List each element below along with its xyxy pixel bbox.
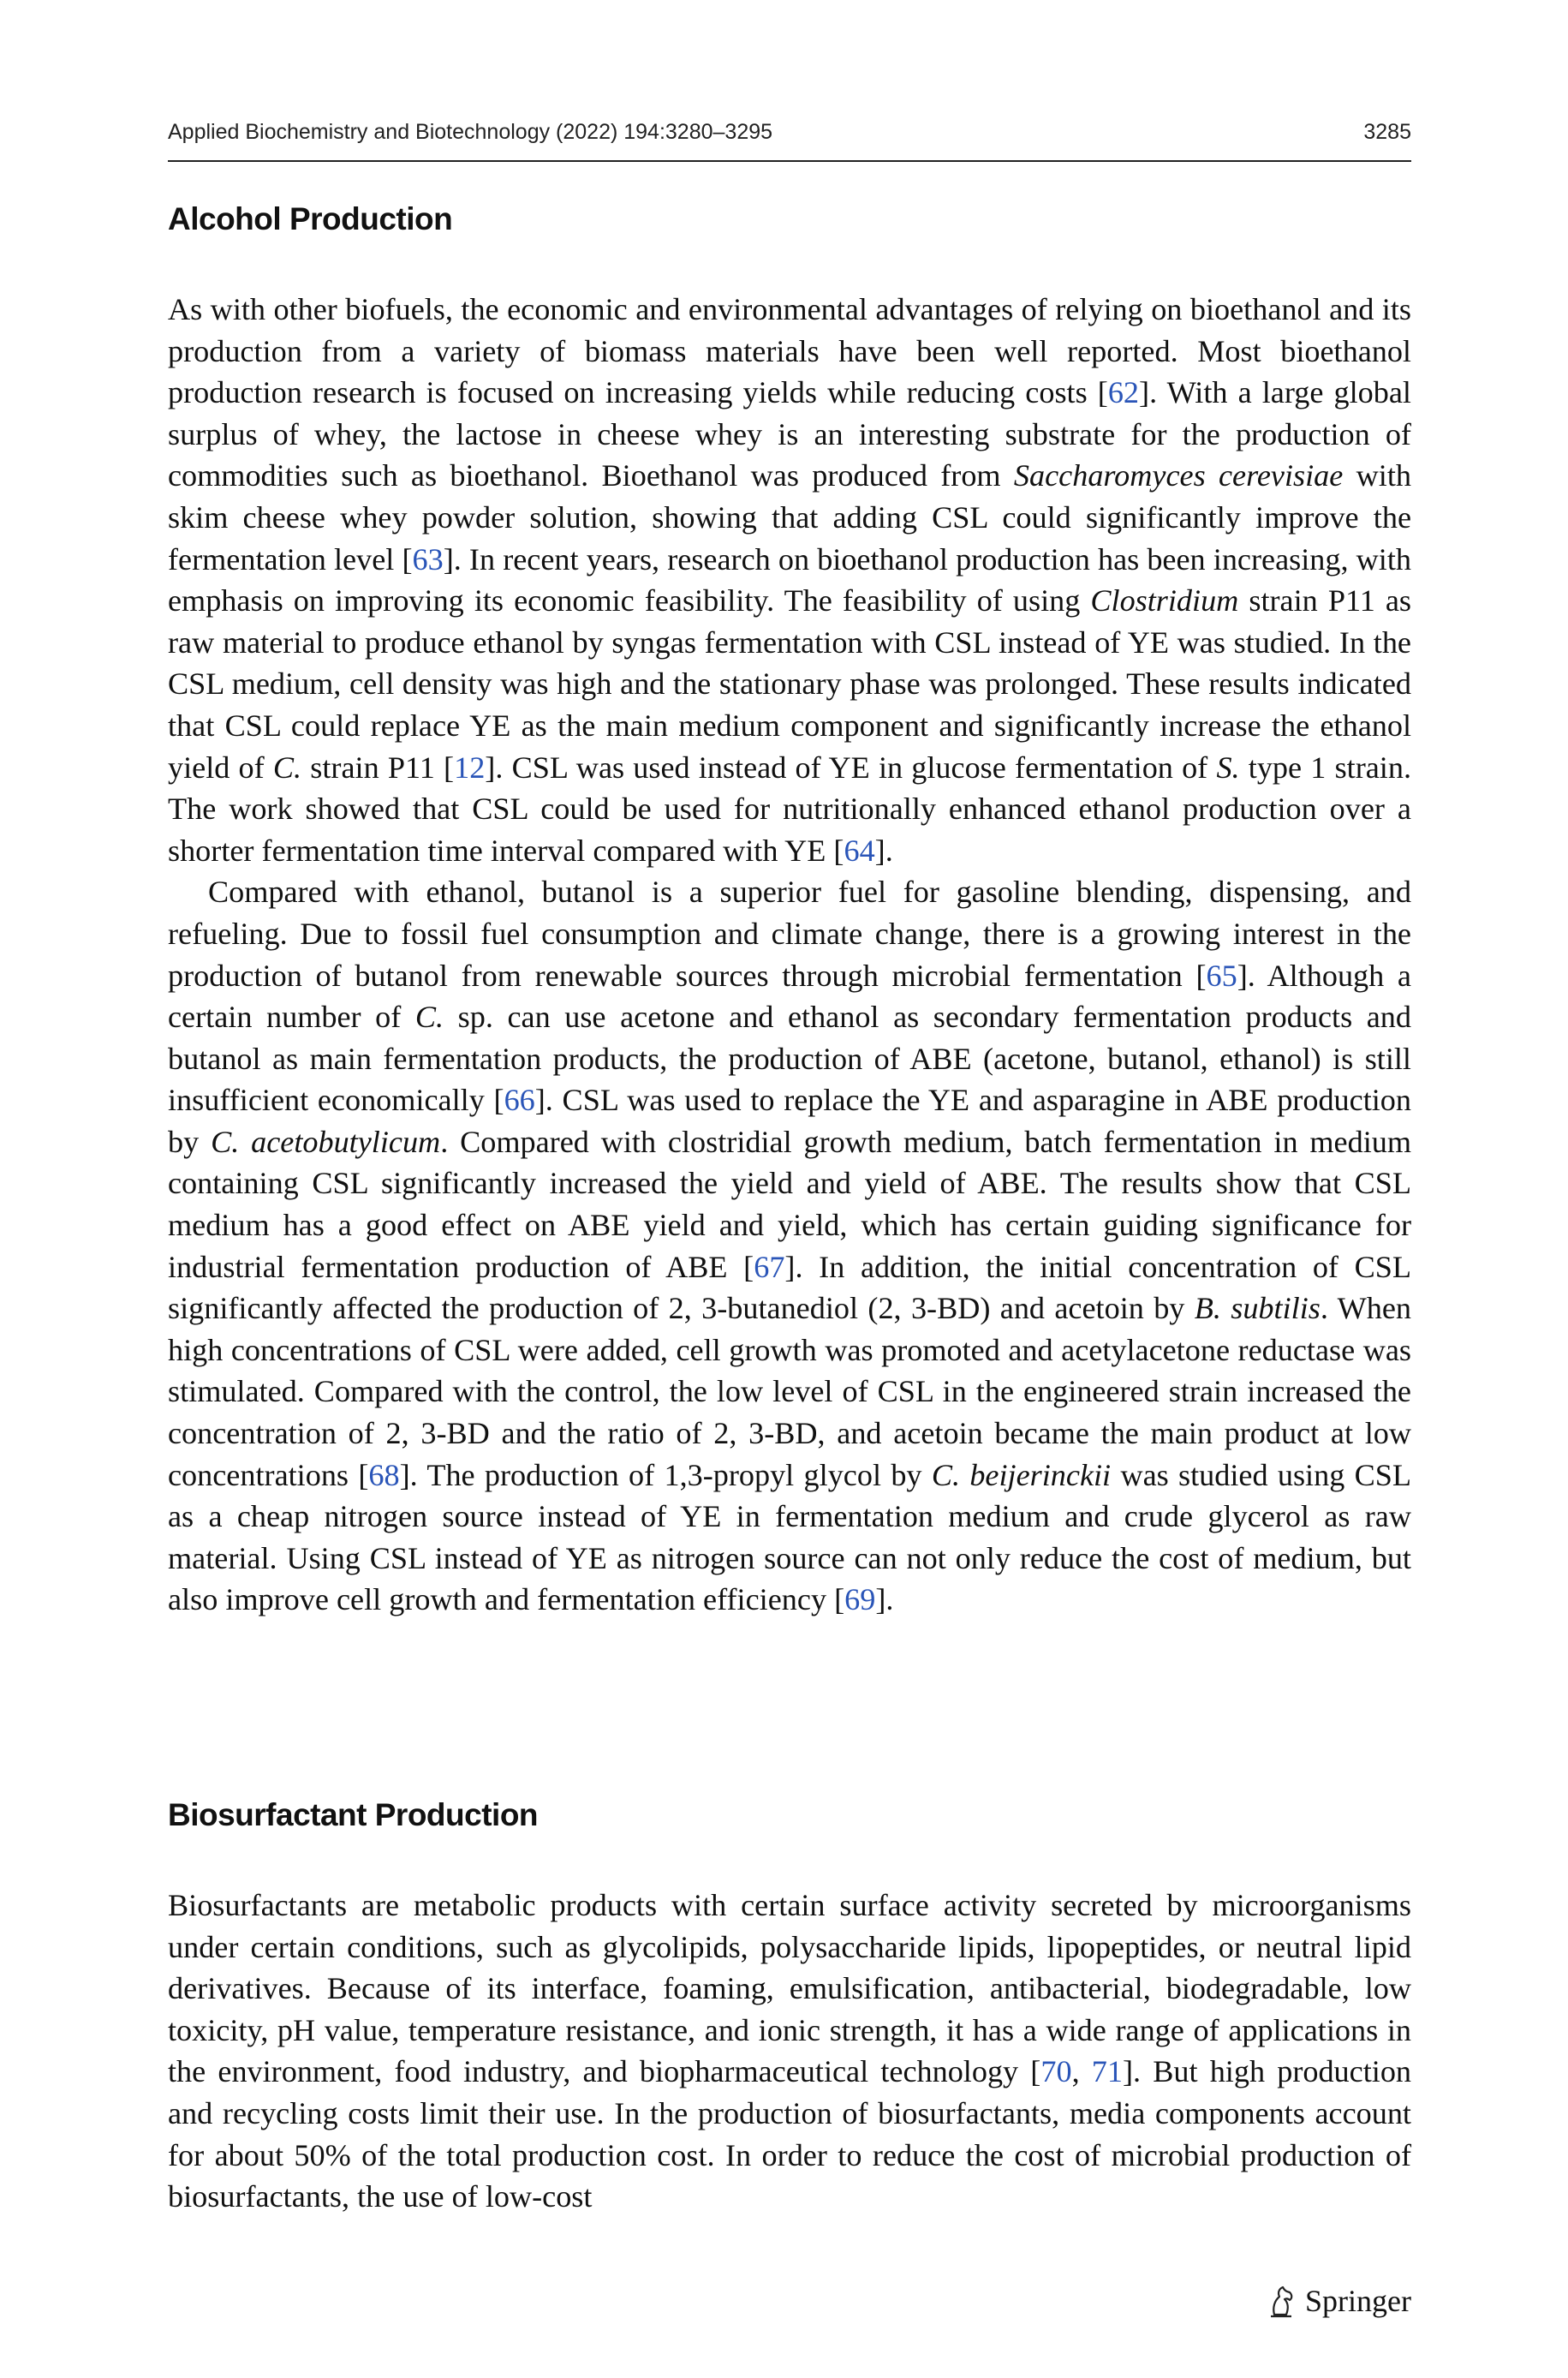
italic-term: S. [1216, 750, 1240, 785]
text-run: ]. Although a certain number of [168, 958, 1411, 1035]
header-rule [168, 160, 1411, 162]
section-heading-biosurfactant: Biosurfactant Production [168, 1797, 539, 1832]
section-heading-alcohol: Alcohol Production [168, 201, 453, 236]
text-run: ]. But high production and recycling costs limit their use. In the production of biosurfactants, media components account for about 50% of the total production cost. In order to reduce the cost of microbial production of biosurfactants, the use of low-cost [168, 2054, 1412, 2214]
springer-horse-icon [1267, 2284, 1297, 2318]
text-run: . Compared with clostridial growth medium, batch fermentation in medium containing CSL significantly increased the yield and yield of ABE. The results show that CSL medium has a good effect on ABE yield and yield, which has certain guiding significance for industrial fermentation production of ABE [ [168, 1124, 1412, 1284]
citation-link[interactable]: 71 [1091, 2054, 1123, 2089]
text-run: type 1 strain. The work showed that CSL could be used for nutritionally enhanced ethanol production over a shorter fermentation time interval compared with YE [ [168, 750, 1412, 868]
text-run: As with other biofuels, the economic and environmental advantages of relying on bioethanol and its production from a variety of biomass materials have been well reported. Most bioethanol production research is focused on increasing yields while reducing costs [ [168, 292, 1411, 410]
page-number: 3285 [1363, 120, 1411, 144]
text-run: . When high concentrations of CSL were added, cell growth was promoted and acetylacetone reductase was stimulated. Compared with the control, the low level of CSL in the engineered strain increased the concentration of 2, 3-BD and the ratio of 2, 3-BD, and acetoin became the main product at low concentrations [ [168, 1291, 1411, 1492]
text-run: ]. The production of 1,3-propyl glycol by [399, 1457, 932, 1492]
text-run: ]. In addition, the initial concentration of CSL significantly affected the production of 2, 3-butanediol (2, 3-BD) and acetoin by [168, 1249, 1411, 1326]
citation-link[interactable]: 62 [1107, 375, 1140, 410]
italic-term: B. subtilis [1194, 1291, 1321, 1326]
text-run: Biosurfactants are metabolic products with certain surface activity secreted by microorganisms under certain conditions, such as glycolipids, polysaccharide lipids, lipopeptides, or neutral lipid derivatives. Because of its interface, foaming, emulsification, antibacterial, biodegradable, low toxicity, pH value, temperature resistance, and ionic strength, it has a wide range of applications in the environment, food industry, and biopharmaceutical technology [ [168, 1888, 1411, 2089]
text-run: strain P11 [ [301, 750, 455, 785]
journal-citation: Applied Biochemistry and Biotechnology (2022) 194:3280–3295 [168, 120, 773, 144]
text-run: ]. CSL was used instead of YE in glucose fermentation of [485, 750, 1217, 785]
citation-link[interactable]: 67 [754, 1249, 785, 1284]
italic-term: C. acetobutylicum [211, 1124, 441, 1159]
text-run: strain P11 as raw material to produce ethanol by syngas fermentation with CSL instead of YE was studied. In the CSL medium, cell density was high and the stationary phase was prolonged. These results indicated that CSL could replace YE as the main medium component and significantly increase the ethanol yield of [168, 583, 1411, 785]
paragraph [168, 289, 1411, 871]
running-header [168, 120, 1411, 154]
citation-link[interactable]: 68 [368, 1457, 400, 1492]
section-body-biosurfactant [168, 1885, 1411, 2218]
publisher-logo [1267, 2280, 1411, 2321]
italic-term: C. beijerinckii [931, 1457, 1112, 1492]
text-run: ]. [874, 833, 893, 868]
text-run: ]. [875, 1582, 894, 1617]
italic-term: Clostridium [1090, 583, 1239, 618]
text-run: with skim cheese whey powder solution, showing that adding CSL could significantly improve the fermentation level [ [168, 458, 1411, 577]
italic-term: Saccharomyces cerevisiae [1013, 458, 1344, 493]
publisher-name: Springer [1305, 2284, 1411, 2318]
paragraph [168, 871, 1411, 1621]
paragraph [168, 1885, 1411, 2218]
citation-link[interactable]: 69 [844, 1582, 876, 1617]
citation-link[interactable]: 70 [1040, 2054, 1072, 2089]
citation-link[interactable]: 65 [1206, 958, 1237, 993]
citation-link[interactable]: 12 [454, 750, 486, 785]
text-run: , [1071, 2054, 1092, 2089]
text-run: ]. In recent years, research on bioethanol production has been increasing, with emphasis on improving its economic feasibility. The feasibility of using [168, 541, 1411, 618]
citation-link[interactable]: 66 [504, 1083, 535, 1118]
section-body-alcohol [168, 289, 1411, 1621]
text-run: ]. With a large global surplus of whey, the lactose in cheese whey is an interesting substrate for the production of commodities such as bioethanol. Bioethanol was produced from [168, 375, 1411, 493]
text-run: ]. CSL was used to replace the YE and asparagine in ABE production by [168, 1083, 1411, 1159]
italic-term: C. [272, 750, 302, 785]
text-run: was studied using CSL as a cheap nitrogen source instead of YE in fermentation medium and crude glycerol as raw material. Using CSL instead of YE as nitrogen source can not only reduce the cost of medium, but also improve cell growth and fermentation efficiency [ [168, 1457, 1411, 1617]
text-run: Compared with ethanol, butanol is a superior fuel for gasoline blending, dispensing, and refueling. Due to fossil fuel consumption and climate change, there is a growing interest in the production of butanol from renewable sources through microbial fermentation [ [168, 875, 1411, 993]
italic-term: C. [414, 1000, 444, 1035]
text-run: sp. can use acetone and ethanol as secondary fermentation products and butanol as main fermentation products, the production of ABE (acetone, butanol, ethanol) is still insufficient economically [ [168, 1000, 1411, 1118]
citation-link[interactable]: 64 [844, 833, 875, 868]
citation-link[interactable]: 63 [412, 541, 444, 577]
